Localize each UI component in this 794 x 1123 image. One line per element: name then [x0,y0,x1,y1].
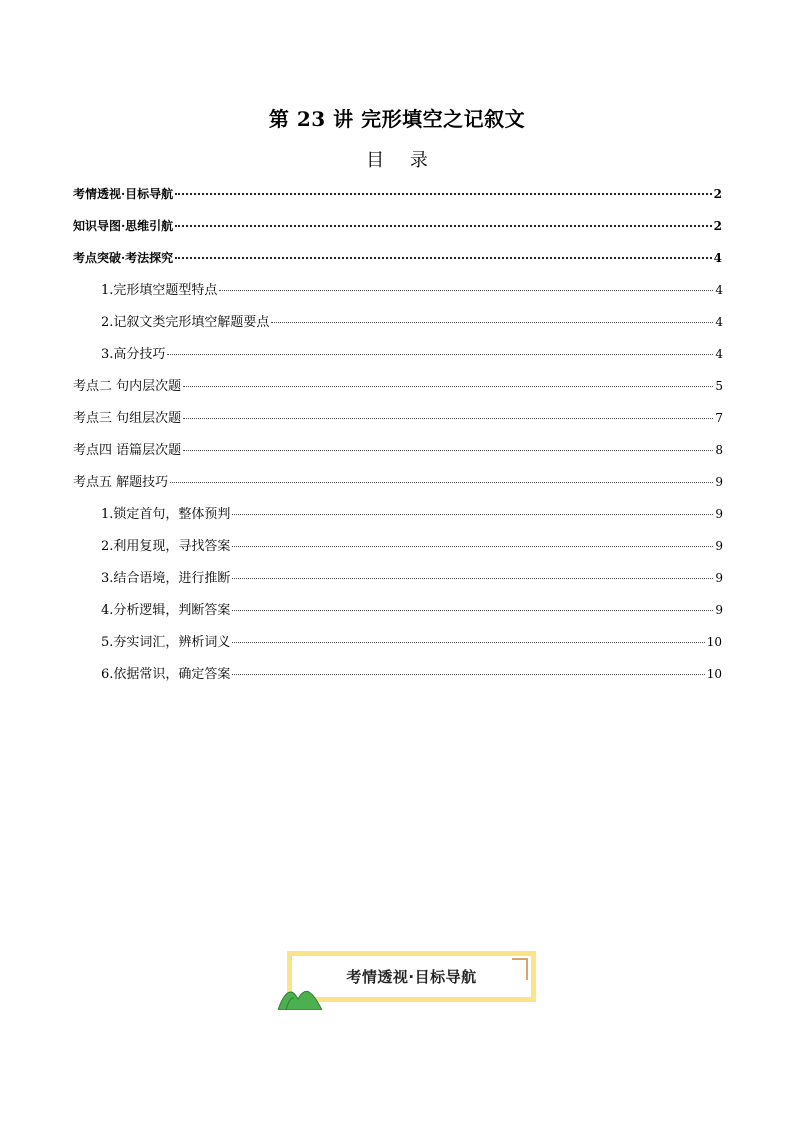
toc-leader-dots [183,386,713,387]
toc-entry[interactable] [101,634,722,651]
toc-entry[interactable] [73,218,722,234]
section-banner-label: 考情透视·目标导航 [346,968,477,986]
toc-entry-label: 3.高分技巧 [101,347,166,362]
toc-entry-label: 4.分析逻辑，判断答案 [101,603,231,618]
toc-entry[interactable] [101,602,723,619]
toc-leader-dots [175,193,711,195]
toc-leader-dots [219,290,713,291]
toc-entry-page: 9 [715,603,723,617]
toc-entry-label: 考点二 句内层次题 [73,379,182,394]
toc-heading: 目 录 [366,150,438,171]
toc-leader-dots [167,354,713,355]
toc-entry-label: 5.夯实词汇，辨析词义 [101,635,231,650]
toc-entry-label: 2.记叙文类完形填空解题要点 [101,315,270,330]
toc-leader-dots [170,482,713,483]
toc-entry[interactable] [73,378,723,395]
toc-entry-page: 9 [715,539,723,553]
mountain-icon [278,984,322,1010]
toc-entry[interactable] [73,442,723,459]
toc-entry-label: 2.利用复现，寻找答案 [101,539,231,554]
section-banner [287,951,536,1002]
toc-entry-label: 1.完形填空题型特点 [101,283,218,298]
toc-entry[interactable] [101,538,723,555]
document-title: 第 23 讲 完形填空之记叙文 [268,107,526,131]
toc-entry-label: 考点三 句组层次题 [73,411,182,426]
toc-entry[interactable] [73,474,723,491]
toc-entry[interactable] [101,346,723,363]
toc-entry[interactable] [101,666,722,683]
toc-entry-label: 考点四 语篇层次题 [73,443,182,458]
toc-entry-page: 9 [715,571,723,585]
toc-entry-page: 10 [706,635,722,649]
toc-entry[interactable] [73,186,722,202]
banner-corner-decoration [512,958,528,980]
toc-entry-page: 2 [713,219,722,233]
toc-entry-page: 8 [715,443,723,457]
toc-entry-label: 知识导图·思维引航 [73,219,174,233]
toc-entry-label: 考情透视·目标导航 [73,187,174,201]
toc-leader-dots [183,450,713,451]
toc-entry-page: 4 [713,251,722,265]
toc-entry-page: 4 [715,283,723,297]
toc-entry-label: 考点五 解题技巧 [73,475,169,490]
toc-entry-page: 9 [715,475,723,489]
toc-entry-page: 5 [715,379,723,393]
toc-leader-dots [232,546,713,547]
toc-entry-page: 9 [715,507,723,521]
toc-entry[interactable] [101,282,723,299]
toc-entry-page: 7 [715,411,723,425]
toc-entry[interactable] [73,250,722,266]
toc-leader-dots [271,322,713,323]
toc-entry-page: 10 [706,667,722,681]
toc-leader-dots [183,418,713,419]
toc-entry[interactable] [101,506,723,523]
toc-entry-page: 4 [715,347,723,361]
toc-leader-dots [175,257,711,259]
toc-entry-label: 考点突破·考法探究 [73,251,174,265]
toc-entry-label: 6.依据常识，确定答案 [101,667,231,682]
toc-entry-label: 3.结合语境，进行推断 [101,571,231,586]
toc-leader-dots [232,578,713,579]
toc-leader-dots [175,225,711,227]
toc-entry-label: 1.锁定首句，整体预判 [101,507,231,522]
section-banner-inner [292,956,531,997]
toc-entry-page: 2 [713,187,722,201]
toc-leader-dots [232,610,713,611]
toc-entry[interactable] [101,570,723,587]
toc-entry-page: 4 [715,315,723,329]
toc-leader-dots [232,642,704,643]
toc-entry[interactable] [101,314,723,331]
toc-leader-dots [232,514,713,515]
toc-leader-dots [232,674,704,675]
toc-entry[interactable] [73,410,723,427]
